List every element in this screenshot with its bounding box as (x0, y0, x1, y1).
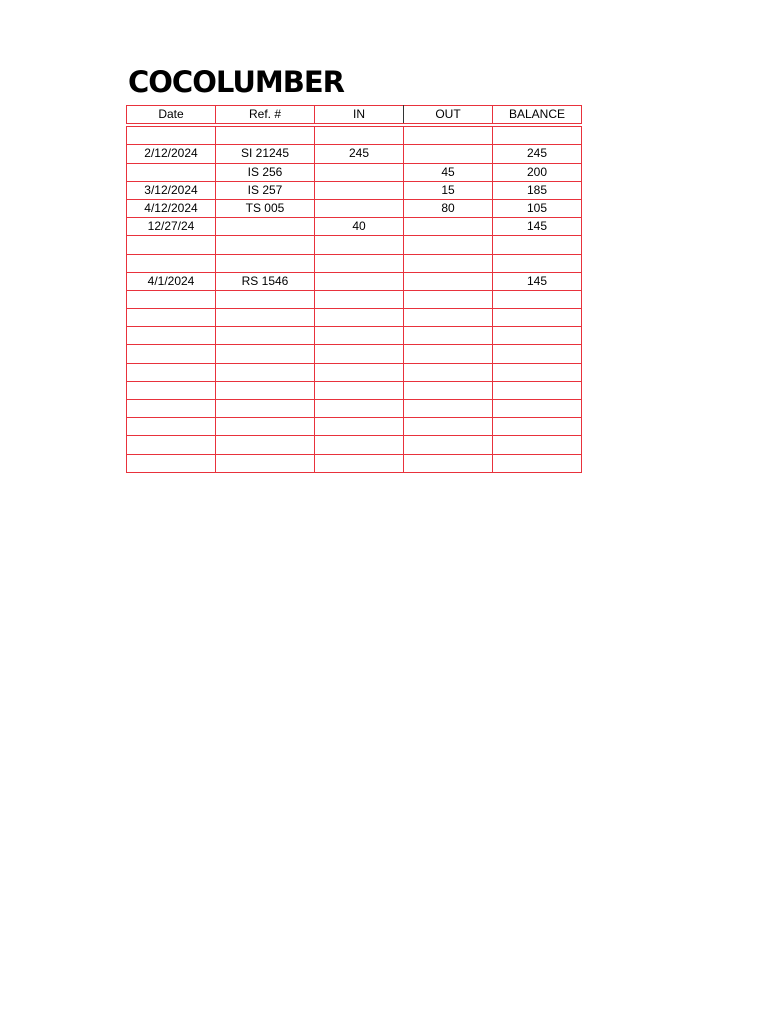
table-row (127, 454, 582, 472)
cell-in (315, 327, 404, 345)
cell-balance: 200 (493, 163, 582, 181)
table-row (127, 327, 582, 345)
cell-ref (216, 381, 315, 399)
cell-date: 4/1/2024 (127, 272, 216, 290)
cell-date (127, 381, 216, 399)
cell-out (404, 363, 493, 381)
cell-in (315, 181, 404, 199)
table-row (127, 181, 582, 199)
table-row (127, 363, 582, 381)
cell-date: 4/12/2024 (127, 199, 216, 217)
ledger-body-table (126, 126, 582, 473)
cell-balance (493, 381, 582, 399)
cell-in (315, 436, 404, 454)
table-row (127, 381, 582, 399)
cell-out (404, 327, 493, 345)
cell-in: 40 (315, 218, 404, 236)
table-row (127, 272, 582, 290)
cell-out (404, 127, 493, 145)
ledger-header-table (126, 105, 582, 124)
cell-out (404, 400, 493, 418)
cell-ref: SI 21245 (216, 145, 315, 163)
table-row (127, 163, 582, 181)
cell-balance (493, 236, 582, 254)
cell-out (404, 254, 493, 272)
cell-in (315, 272, 404, 290)
cell-ref (216, 327, 315, 345)
cell-date (127, 454, 216, 472)
cell-in (315, 290, 404, 308)
cell-out (404, 272, 493, 290)
table-row (127, 345, 582, 363)
cell-ref (216, 254, 315, 272)
cell-date (127, 236, 216, 254)
header-out: OUT (404, 106, 493, 124)
table-row (127, 127, 582, 145)
cell-ref (216, 309, 315, 327)
cell-in (315, 127, 404, 145)
cell-ref (216, 363, 315, 381)
cell-out (404, 236, 493, 254)
cell-out: 80 (404, 199, 493, 217)
cell-out (404, 309, 493, 327)
cell-balance (493, 345, 582, 363)
cell-ref (216, 218, 315, 236)
cell-balance: 105 (493, 199, 582, 217)
table-row (127, 418, 582, 436)
cell-in (315, 400, 404, 418)
header-date: Date (127, 106, 216, 124)
document-title: COCOLUMBER (128, 65, 344, 99)
cell-date: 3/12/2024 (127, 181, 216, 199)
cell-ref (216, 454, 315, 472)
cell-balance (493, 436, 582, 454)
table-row (127, 145, 582, 163)
cell-date (127, 400, 216, 418)
table-row (127, 254, 582, 272)
cell-balance: 185 (493, 181, 582, 199)
cell-balance (493, 400, 582, 418)
cell-ref: RS 1546 (216, 272, 315, 290)
cell-balance (493, 418, 582, 436)
cell-out (404, 454, 493, 472)
cell-in (315, 236, 404, 254)
table-row (127, 400, 582, 418)
cell-in (315, 254, 404, 272)
cell-out (404, 345, 493, 363)
ledger-body (127, 127, 582, 473)
cell-out: 15 (404, 181, 493, 199)
cell-balance (493, 127, 582, 145)
cell-out (404, 436, 493, 454)
cell-balance: 145 (493, 272, 582, 290)
cell-ref (216, 400, 315, 418)
cell-out: 45 (404, 163, 493, 181)
cell-in (315, 199, 404, 217)
cell-out (404, 290, 493, 308)
table-row (127, 290, 582, 308)
cell-balance: 245 (493, 145, 582, 163)
header-in: IN (315, 106, 404, 124)
cell-date (127, 327, 216, 345)
cell-in (315, 363, 404, 381)
cell-balance (493, 363, 582, 381)
cell-balance: 145 (493, 218, 582, 236)
cell-out (404, 418, 493, 436)
header-balance: BALANCE (493, 106, 582, 124)
header-ref: Ref. # (216, 106, 315, 124)
cell-ref (216, 127, 315, 145)
cell-ref (216, 345, 315, 363)
cell-date (127, 363, 216, 381)
cell-date (127, 345, 216, 363)
cell-date (127, 127, 216, 145)
cell-date (127, 418, 216, 436)
cell-balance (493, 254, 582, 272)
cell-balance (493, 290, 582, 308)
cell-date: 12/27/24 (127, 218, 216, 236)
table-row (127, 236, 582, 254)
cell-date: 2/12/2024 (127, 145, 216, 163)
cell-ref (216, 236, 315, 254)
table-row (127, 309, 582, 327)
cell-out (404, 145, 493, 163)
cell-date (127, 436, 216, 454)
cell-date (127, 163, 216, 181)
table-row (127, 436, 582, 454)
cell-in (315, 454, 404, 472)
cell-in (315, 418, 404, 436)
cell-balance (493, 309, 582, 327)
cell-in (315, 345, 404, 363)
cell-ref: IS 256 (216, 163, 315, 181)
cell-balance (493, 454, 582, 472)
table-row (127, 199, 582, 217)
cell-date (127, 309, 216, 327)
cell-out (404, 381, 493, 399)
cell-date (127, 290, 216, 308)
cell-ref (216, 436, 315, 454)
cell-date (127, 254, 216, 272)
cell-ref (216, 418, 315, 436)
header-row (127, 106, 582, 124)
cell-in: 245 (315, 145, 404, 163)
cell-in (315, 381, 404, 399)
cell-in (315, 309, 404, 327)
cell-in (315, 163, 404, 181)
cell-ref: IS 257 (216, 181, 315, 199)
ledger-table-container (126, 105, 581, 473)
cell-ref: TS 005 (216, 199, 315, 217)
cell-out (404, 218, 493, 236)
cell-balance (493, 327, 582, 345)
cell-ref (216, 290, 315, 308)
table-row (127, 218, 582, 236)
